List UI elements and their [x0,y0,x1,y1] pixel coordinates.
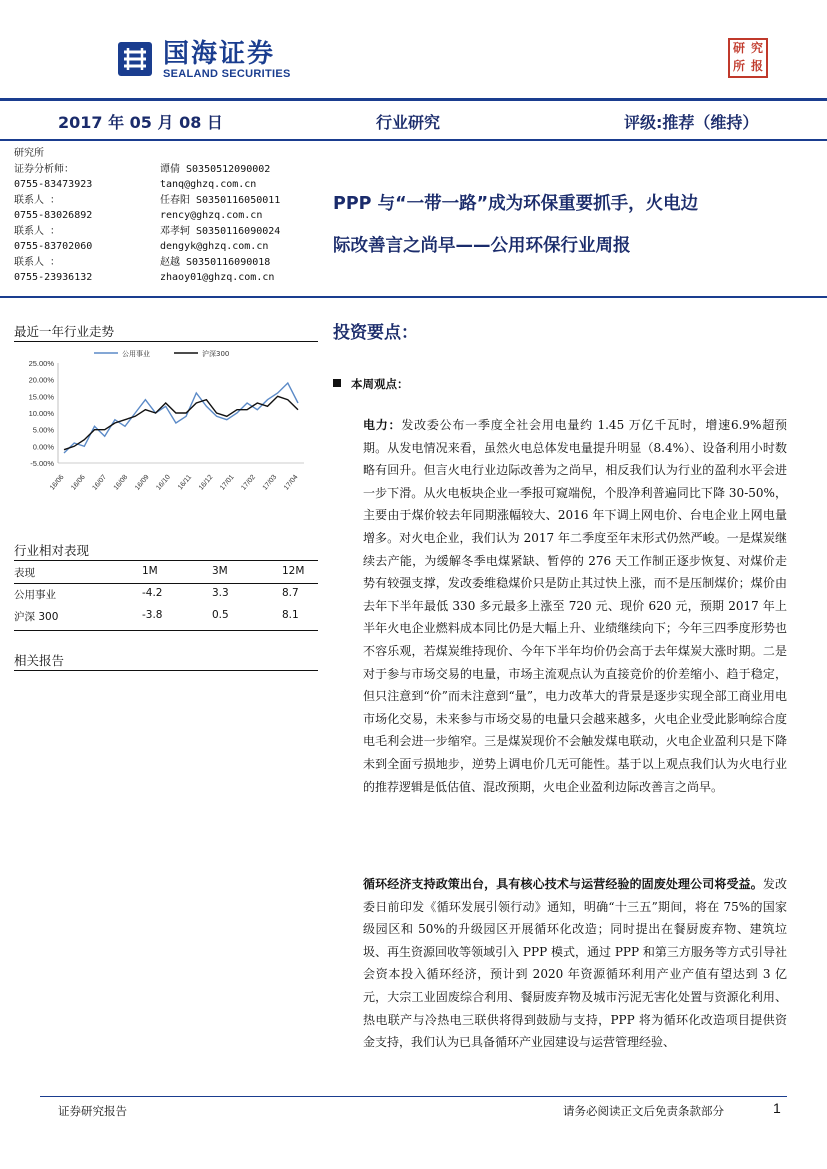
analyst-left: 0755-83473923 [14,179,93,190]
analyst-right: 任春阳 S0350116050011 [160,194,281,206]
report-title [333,183,803,267]
investment-highlights-heading: 投资要点： [333,323,418,343]
analyst-right: rency@ghzq.com.cn [160,210,263,221]
header-bar [0,101,827,139]
x-tick-label: 16/08 [112,473,130,492]
related-label: 相关报告 [14,653,65,668]
paragraph-lead: 循环经济支持政策出台，具有核心技术与运营经验的固废处理公司将受益。 [363,877,763,891]
perf-header-cell: 3M [212,565,228,577]
x-tick-label: 16/06 [48,473,66,492]
page-number: 1 [773,1100,781,1116]
paragraph-body: 发改委日前印发《循环发展引领行动》通知，明确“十三五”期间，将在 75%的国家级园区和 50%的升级园区开展循环化改造；同时提出在餐厨废弃物、建筑垃圾、再生资源回收等领域引入 PPP 模式，通过 PPP 和第三方服务等方式引导社会资本投入循环经济，预计到 2020 年资源循环利用产业产值有望达到 3 亿元，大宗工业固废综合利用、餐厨废弃物及城市污泥无害化处置与资源化利用、热电联产与冷热电三联供将得到鼓励与支持，PPP 将为循环化改造项目提供资金支持，我们认为已具备循环产业园建设与运营管理经验、 [363,877,787,1050]
seal-char: 报 [750,59,763,73]
seal-char: 究 [750,41,763,55]
footer-rule [40,1096,787,1097]
x-tick-label: 16/09 [133,473,151,492]
analyst-left: 证券分析师： [14,163,74,175]
seal-char: 所 [732,59,745,73]
y-tick-label: 0.00% [32,442,54,452]
dept-label: 研究所 [14,148,44,159]
trend-rule [14,341,318,342]
report-type: 行业研究 [376,113,441,132]
y-tick-label: 5.00% [32,425,54,435]
perf-cell: -3.8 [142,609,163,621]
research-seal [728,38,768,78]
analyst-left: 联系人 ： [14,256,61,268]
perf-row [14,606,318,628]
series-line-沪深300 [64,396,298,449]
x-tick-label: 17/01 [219,473,236,492]
perf-table [14,562,318,628]
y-tick-label: 25.00% [28,359,54,368]
report-date: 2017 年 05 月 08 日 [58,113,223,132]
perf-table-bottom-rule [14,630,318,631]
report-rating: 评级:推荐（维持） [624,113,759,132]
perf-cell: 0.5 [212,609,229,621]
perf-header-cell: 12M [282,565,305,577]
title-line: PPP 与“一带一路”成为环保重要抓手，火电边 [333,194,699,214]
perf-cell: 8.1 [282,609,299,621]
perf-label: 行业相对表现 [14,543,90,558]
y-tick-label: 20.00% [28,375,54,385]
analyst-left: 0755-23936132 [14,272,93,283]
header-rule-lower [0,139,827,141]
x-tick-label: 16/06 [70,473,87,492]
x-tick-label: 16/10 [155,473,172,492]
bullet-square-icon [333,379,341,387]
perf-header-row [14,562,318,584]
trend-chart [14,345,320,515]
analyst-left: 联系人 ： [14,225,61,237]
analyst-left: 0755-83026892 [14,210,93,221]
x-tick-label: 17/03 [261,473,279,492]
x-tick-label: 16/11 [176,473,194,492]
x-tick-label: 17/04 [282,473,300,492]
weekly-view-bullet [333,376,409,392]
perf-row [14,584,318,606]
y-tick-label: 15.00% [28,392,54,402]
x-tick-label: 16/12 [197,473,215,492]
analyst-right: zhaoy01@ghzq.com.cn [160,272,275,283]
analyst-left: 0755-83702060 [14,241,93,252]
y-tick-label: -5.00% [30,459,54,468]
perf-cell: -4.2 [142,587,163,599]
analyst-right: tanq@ghzq.com.cn [160,179,257,190]
paragraph-power [363,414,787,798]
section-rule [0,296,827,298]
bullet-label: 本周观点： [351,377,409,391]
x-tick-label: 16/07 [91,473,109,492]
paragraph-circular-economy [363,873,787,1054]
seal-char: 研 [732,41,745,55]
perf-rule [14,560,318,561]
title-line: 际改善言之尚早——公用环保行业周报 [333,236,631,256]
perf-header-cell: 1M [142,565,158,577]
footer-left: 证券研究报告 [58,1104,127,1118]
series-line-公用事业 [64,383,298,453]
analyst-left: 联系人 ： [14,194,61,206]
trend-label: 最近一年行业走势 [14,324,115,339]
perf-header-cell: 表现 [14,567,35,579]
legend-label: 沪深300 [202,350,230,358]
analyst-right: dengyk@ghzq.com.cn [160,241,269,252]
perf-cell: 3.3 [212,587,229,599]
paragraph-body: 发改委公布一季度全社会用电量约 1.45 万亿千瓦时，增速6.9%超预期。从发电情况来看，虽然火电总体发电量提升明显（8.4%）、设备利用小时数略有回升。但言火电行业边际改善为之尚早，相反我们认为行业的盈利水平会进一步下滑。从火电板块企业一季报可窥端倪，个股净利普遍同比下降 30-50%，主要由于煤价较去年同期涨幅较大、2016 年下调上网电价、台电企业上网电量增多。对火电企业，我们认为 2017 年二季度至年末形式仍然严峻。一是煤炭继续去产能，为缓解冬季电煤紧缺、暂停的 276 天工作制正逐步恢复、对煤价走势有较强支撑，发改委维稳煤价只是防止其过快上涨，而不是压制煤价；煤价由去年下半年最低 330 多元最多上涨至 720 元、现价 620 元，预期 2017 年上半年火电企业燃料成本同比仍是大幅上升、业绩继续向下；今年三四季度形势也不容乐观，若煤炭维持现价、今年下半年均价仍会高于去年煤炭大涨时期。二是对于参与市场交易的电量，市场主流观点认为直接竞价的价差缩小、趋于稳定，但只注意到“价”而未注意到“量”，电力改革大的背景是逐步实现全部工商业用电市场化交易，未来参与市场交易的电量只会越来越多，火电企业受此影响综合度电毛利会进一步缩窄。三是煤炭现价不会触发煤电联动，火电企业盈利只是下降未到全面亏损地步，逆势上调电价几无可能性。基于以上观点我们认为火电行业的推荐逻辑是低估值、混改预期，火电企业盈利边际改善言之尚早。 [363,418,787,794]
y-tick-label: 10.00% [28,409,54,418]
logo-chinese: 国海证券 [163,39,276,69]
analyst-right: 赵越 S0350116090018 [160,256,271,268]
sealand-logo-icon [116,40,154,78]
x-tick-label: 17/02 [240,473,257,492]
perf-cell: 沪深 300 [14,611,59,623]
analyst-block [14,146,314,286]
paragraph-lead: 电力： [363,418,402,432]
perf-cell: 公用事业 [14,589,56,601]
analyst-right: 谭倩 S0350512090002 [160,163,271,175]
related-rule [14,670,318,671]
footer-disclaimer: 请务必阅读正文后免责条款部分 [563,1104,724,1118]
logo-english: SEALAND SECURITIES [163,68,291,80]
analyst-right: 邓孝轲 S0350116090024 [160,225,281,237]
perf-cell: 8.7 [282,587,299,599]
legend-label: 公用事业 [122,350,150,358]
